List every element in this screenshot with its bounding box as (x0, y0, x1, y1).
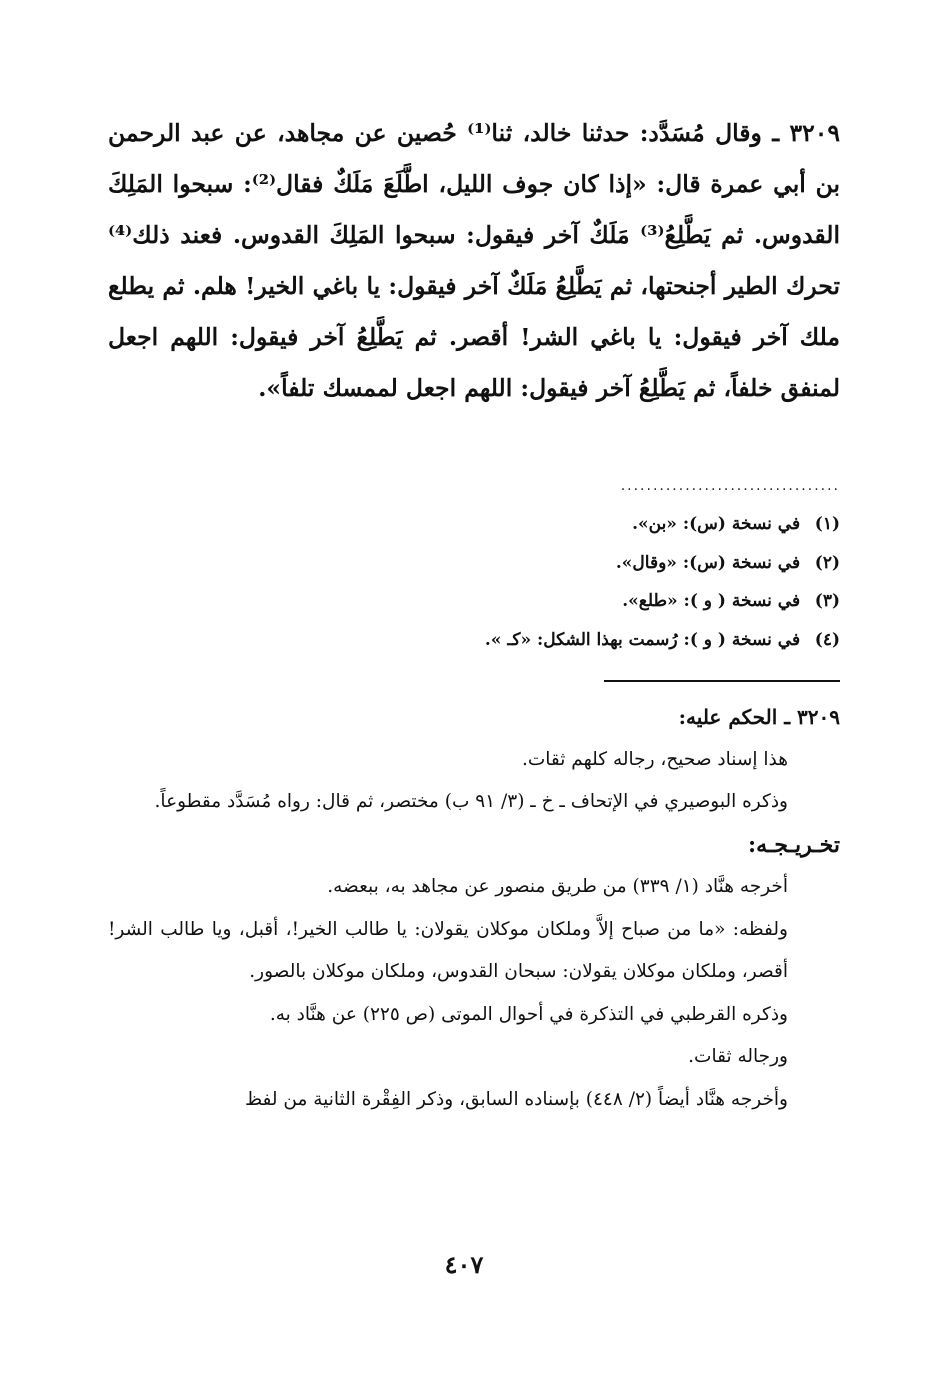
ruling-heading: ٣٢٠٩ ـ الحكم عليه: (678, 705, 840, 729)
footnote-item (108, 544, 840, 583)
hadith-number: ٣٢٠٩ ـ (772, 119, 840, 147)
footnote-text: في نسخة (س): «بن». (632, 514, 801, 534)
footnote-number: (٢) (814, 552, 840, 573)
footnote-text: في نسخة ( و ): رُسمت بهذا الشكل: «كـ ». (484, 629, 801, 650)
commentary-paragraph: وذكره البوصيري في الإتحاف ـ خ ـ (٣/ ٩١ ب) مختصر، ثم قال: رواه مُسَدَّد مقطوعاً. (154, 791, 788, 812)
commentary-paragraph: ورجاله ثقات. (688, 1046, 788, 1067)
footnotes (108, 505, 840, 659)
page-number: ٤٠٧ (444, 1250, 484, 1279)
commentary-paragraph: وذكره القرطبي في التذكرة في أحوال الموتى (ص ٢٢٥) عن هنَّاد به. (269, 1003, 788, 1025)
takhrij-heading: تخـريـجـه: (747, 831, 840, 858)
footnote-text: في نسخة (س): «وقال». (615, 552, 801, 573)
footnote-number: (١) (814, 514, 840, 534)
hadith-body: وقال مُسَدَّد: حدثنا خالد، ثنا⁽¹⁾ حُصين عن مجاهد، عن عبد الرحمن بن أبي عمرة قال: «إذا كان جوف الليل، اطَّلَعَ مَلَكٌ فقال⁽²⁾: سبحوا المَلِكَ القدوس. ثم يَطَّلِعُ⁽³⁾ مَلَكٌ آخر فيقول: سبحوا المَلِكَ القدوس. فعند ذلك⁽⁴⁾ تحرك الطير أجنحتها، ثم يَطَّلِعُ مَلَكٌ آخر فيقول: يا باغي الخير! هلم. ثم يطلع ملك آخر فيقول: يا باغي الشر! أقصر. ثم يَطَّلِعُ آخر فيقول: اللهم اجعل لمنفق خلفاً، ثم يَطَّلِعُ آخر فيقول: اللهم اجعل لممسك تلفاً». (108, 119, 840, 402)
footnote-number: (٣) (814, 591, 840, 611)
section-divider (604, 680, 840, 682)
footnote-text: في نسخة ( و ): «طلع». (622, 591, 801, 611)
footnote-number: (٤) (814, 629, 840, 650)
footnote-separator: .................................. (620, 478, 840, 492)
commentary-paragraph: وأخرجه هنَّاد أيضاً (٢/ ٤٤٨) بإسناده السابق، وذكر الفِقْرة الثانية من لفظ (244, 1088, 788, 1110)
commentary-section (108, 696, 840, 1121)
commentary-paragraph: ولفظه: «ما من صباح إلاَّ وملكان موكلان يقولان: يا طالب الخير!، أقبل، ويا طالب الشر! أقصر، وملكان موكلان يقولان: سبحان القدوس، وملكان موكلان بالصور. (108, 918, 788, 982)
hadith-main-text (108, 108, 840, 414)
commentary-paragraph: هذا إسناد صحيح، رجاله كلهم ثقات. (521, 748, 788, 770)
footnote-item (108, 505, 840, 544)
commentary-paragraph: أخرجه هنَّاد (١/ ٣٣٩) من طريق منصور عن مجاهد به، ببعضه. (327, 876, 788, 897)
footnote-item (108, 582, 840, 621)
footnote-item (108, 621, 840, 660)
